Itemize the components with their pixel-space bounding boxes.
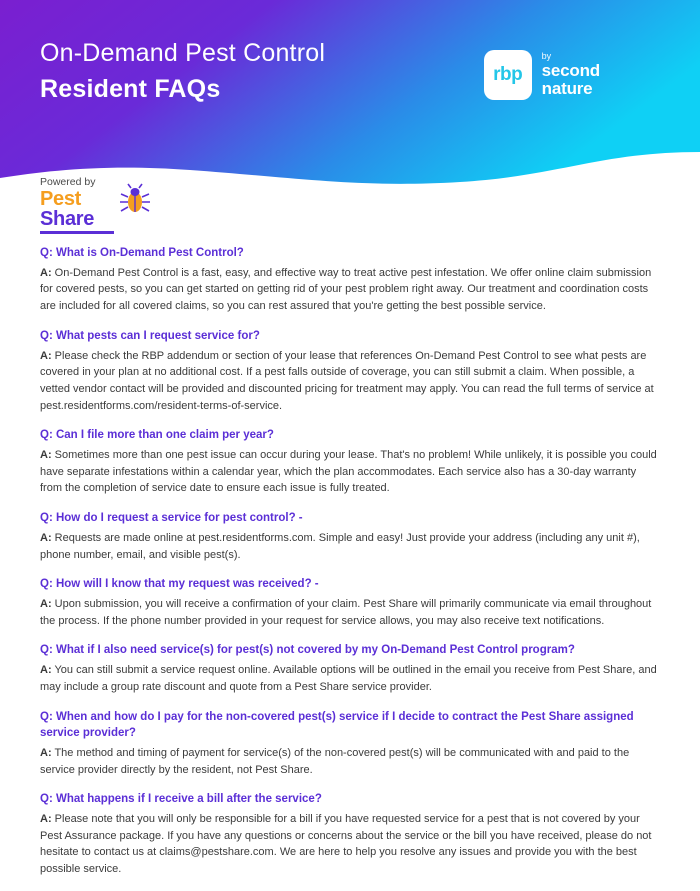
powered-by-block	[40, 176, 300, 234]
faq-answer-label: A:	[40, 449, 52, 462]
faq-question: Q: What pests can I request service for?	[40, 329, 260, 342]
faq-answer	[40, 265, 660, 315]
faq-item	[40, 328, 660, 415]
faq-answer-label: A:	[40, 746, 52, 759]
pestshare-word-share: Share	[40, 208, 95, 230]
faq-answer-text: The method and timing of payment for service(s) of the non-covered pest(s) will be communicated with and paid to the service provider directly by the resident, not Pest Share.	[40, 746, 630, 776]
faq-answer	[40, 447, 660, 497]
faq-question: Q: What happens if I receive a bill after the service?	[40, 793, 322, 806]
faq-answer	[40, 745, 660, 778]
faq-list	[40, 245, 660, 891]
faq-answer-text: Upon submission, you will receive a confirmation of your claim. Pest Share will primarily communicate via email throughout the process. If the phone number provided in your request for service allows, you may also receive text notifications.	[40, 597, 652, 627]
pestshare-word-pest: Pest	[40, 188, 82, 210]
faq-answer-label: A:	[40, 349, 52, 362]
powered-by-label: Powered by	[40, 176, 96, 188]
faq-answer	[40, 530, 660, 563]
title-line-2: Resident FAQs	[40, 75, 221, 104]
faq-item	[40, 791, 660, 878]
logo-by-text: by	[541, 51, 552, 62]
faq-item	[40, 427, 660, 497]
rbp-logo-text: rbp	[493, 64, 523, 85]
faq-answer	[40, 348, 660, 415]
faq-question: Q: What if I also need service(s) for pest(s) not covered by my On-Demand Pest Control program?	[40, 644, 575, 657]
faq-answer-label: A:	[40, 664, 52, 677]
faq-question: Q: When and how do I pay for the non-covered pest(s) service if I decide to contract the Pest Share assigned service provider?	[40, 710, 634, 740]
pestshare-logo	[40, 189, 300, 234]
faq-answer-text: Requests are made online at pest.residentforms.com. Simple and easy! Just provide your address (including any unit #), phone number, email, and visible pest(s).	[40, 531, 640, 561]
bug-icon	[118, 183, 152, 217]
faq-question: Q: How do I request a service for pest control? -	[40, 512, 303, 525]
faq-answer	[40, 662, 660, 695]
page-title	[40, 38, 325, 106]
faq-question: Q: Can I file more than one claim per year?	[40, 429, 274, 442]
title-line-1: On-Demand Pest Control	[40, 39, 326, 67]
pestshare-underline	[40, 231, 114, 234]
faq-item	[40, 709, 660, 779]
faq-item	[40, 642, 660, 695]
faq-item	[40, 576, 660, 629]
rbp-badge-icon	[484, 50, 532, 100]
faq-answer-text: Please check the RBP addendum or section of your lease that references On-Demand Pest Control to see what pests are covered in your plan at no additional cost. If a pest falls outside of coverage, you can still submit a claim. When possible, a vetted vendor contact will be provided and discounted pricing for treatment may apply. You can read the full terms of service at pest.residentforms.com/resident-terms-of-service.	[40, 349, 654, 412]
faq-question: Q: How will I know that my request was received? -	[40, 578, 319, 591]
faq-item	[40, 510, 660, 563]
faq-answer-label: A:	[40, 597, 52, 610]
second-nature-wordmark	[542, 52, 600, 97]
faq-answer	[40, 596, 660, 629]
logo-brand-line-1: second	[541, 60, 600, 80]
faq-answer	[40, 811, 660, 878]
faq-answer-label: A:	[40, 266, 52, 279]
faq-item	[40, 245, 660, 315]
faq-answer-label: A:	[40, 531, 52, 544]
faq-answer-label: A:	[40, 812, 52, 825]
brand-logo-lockup	[484, 50, 600, 100]
faq-question: Q: What is On-Demand Pest Control?	[40, 247, 244, 259]
faq-answer-text: You can still submit a service request online. Available options will be outlined in the email you receive from Pest Share, and may include a group rate discount and quote from a Pest Share service provider.	[40, 664, 657, 693]
faq-answer-text: Please note that you will only be responsible for a bill if you have requested service for a pest that is not covered by your Pest Assurance package. If you have any questions or concerns about the service or the bill you have received, please do not hesitate to contact us at claims@pestshare.com. We are here to help you resolve any issues and provide you with the best possible service.	[40, 812, 652, 876]
faq-answer-text: Sometimes more than one pest issue can occur during your lease. That's no problem! While unlikely, it is possible you could have separate infestations within a calendar year, which the plan accommodates. Each service also has a 30-day warranty from the completion of service date to ensure each issue is fully treated.	[40, 449, 657, 495]
faq-answer-text: On-Demand Pest Control is a fast, easy, and effective way to treat active pest infestation. We offer online claim submission for covered pests, so you can get started on getting rid of your pest problem right away. Our treatment and coordination costs are included for all covered claims, so you can rest assured that you're getting the best possible service.	[40, 266, 652, 313]
logo-brand-line-2: nature	[541, 78, 593, 98]
